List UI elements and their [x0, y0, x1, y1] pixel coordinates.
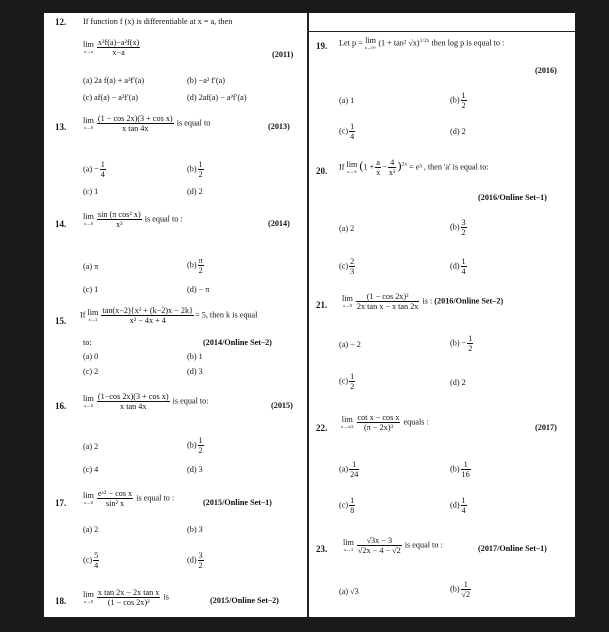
- question-number: 19.: [316, 41, 328, 51]
- question-number: 18.: [55, 596, 67, 606]
- option-b[interactable]: (b) − $\frac{1}{2}$: [450, 334, 473, 353]
- limit-expression: lim x→0 $\frac{\text{x tan 2x − 2x tan x}}{\text{(1 − cos 2x)²}}$ is: [83, 588, 169, 607]
- option-b[interactable]: (b) 1: [187, 352, 203, 361]
- limit-expression: lim x→0 $\frac{\text{sin (π cos² x)}}{\text{x²}}$ is equal to :: [83, 210, 183, 229]
- limit-expression: lim x→0 $\frac{\text{(1 − cos 2x)(3 + cos x)}}{\text{x tan 4x}}$ is equal to: [83, 114, 211, 133]
- limit-expression: Let p = lim x→0+ (1 + tan² √x)$^{1/2x}$ then log p is equal to :: [339, 36, 505, 51]
- option-c[interactable]: (c) 4: [83, 465, 99, 474]
- limit-expression: lim x→0 $\frac{\text{(1 − cos 2x)²}}{\text{2x tan x − x tan 2x}}$ is : (2016/Online Set–2): [342, 292, 504, 311]
- option-c[interactable]: (c) af(a) − a²f′(a): [83, 93, 138, 102]
- option-c[interactable]: (c) $\frac{1}{4}$: [339, 122, 355, 141]
- year-tag: (2016): [535, 66, 557, 75]
- limit-expression: lim x→0 $\frac{\text{eˣ² − cos x}}{\text{sin² x}}$ is equal to :: [83, 489, 175, 508]
- option-a[interactable]: (a) 1: [339, 96, 355, 105]
- limit-expression: lim x→3 $\frac{√3x - 3}{√2x - 4 - √2}$ is equal to :: [343, 536, 443, 555]
- option-b[interactable]: (b) $\frac{1}{16}$: [450, 460, 470, 479]
- year-tag: (2011): [272, 50, 294, 59]
- question-stem: If function f (x) is differentiable at x = a, then: [83, 17, 233, 26]
- year-tag: (2015/Online Set–1): [203, 498, 272, 507]
- option-b[interactable]: (b) $\frac{3}{2}$: [450, 218, 466, 237]
- question-number: 23.: [316, 544, 328, 554]
- option-d[interactable]: (d) 2: [187, 187, 203, 196]
- year-tag: (2014): [268, 219, 290, 228]
- year-tag: (2015): [271, 401, 293, 410]
- question-number: 15.: [55, 316, 67, 326]
- option-b[interactable]: (b) 3: [187, 525, 203, 534]
- limit-expression: lim x→π/2 $\frac{\text{cot x − cos x}}{\text{(π − 2x)³}}$ equals :: [341, 413, 429, 432]
- year-tag: (2013): [268, 122, 290, 131]
- option-a[interactable]: (a) − $\frac{1}{4}$: [83, 160, 105, 179]
- option-a[interactable]: (a) 2: [339, 224, 355, 233]
- option-a[interactable]: (a) 0: [83, 352, 99, 361]
- year-tag: (2016/Online Set–1): [478, 193, 547, 202]
- option-b[interactable]: (b) $\frac{1}{2}$: [450, 91, 466, 110]
- question-number: 17.: [55, 498, 67, 508]
- option-a[interactable]: (a) π: [83, 262, 99, 271]
- option-a[interactable]: (a) 2: [83, 525, 99, 534]
- option-c[interactable]: (c) $\frac{1}{2}$: [339, 372, 355, 391]
- question-number: 16.: [55, 401, 67, 411]
- option-d[interactable]: (d) 3: [187, 367, 203, 376]
- option-b[interactable]: (b) −a² f′(a): [187, 76, 225, 85]
- option-d[interactable]: (d) $\frac{1}{4}$: [450, 257, 466, 276]
- option-c[interactable]: (c) 1: [83, 187, 99, 196]
- top-rule: [307, 31, 575, 32]
- year-tag: (2014/Online Set–2): [203, 338, 272, 347]
- option-b[interactable]: (b) $\frac{1}{2}$: [187, 160, 203, 179]
- question-stem-tail: to:: [83, 338, 92, 347]
- question-number: 21.: [316, 300, 328, 310]
- option-a[interactable]: (a) − 2: [339, 340, 361, 349]
- question-number: 13.: [55, 122, 67, 132]
- question-number: 22.: [316, 423, 328, 433]
- option-b[interactable]: (b) $\frac{1}{2}$: [187, 436, 203, 455]
- option-c[interactable]: (c) $\frac{1}{8}$: [339, 496, 355, 515]
- option-d[interactable]: (d) 2af(a) − a²f′(a): [187, 93, 247, 102]
- option-a[interactable]: (a) 2: [83, 442, 99, 451]
- column-divider: [307, 13, 309, 617]
- option-a[interactable]: (a) $\frac{1}{24}$: [339, 460, 359, 479]
- option-d[interactable]: (d) 2: [450, 127, 466, 136]
- option-c[interactable]: (c) $\frac{2}{3}$: [339, 257, 355, 276]
- limit-expression: lim x→a $\frac{\text{x²f(a)−a²f(x)}}{x-a}$: [83, 38, 140, 57]
- year-tag: (2017/Online Set–1): [478, 544, 547, 553]
- option-c[interactable]: (c) 1: [83, 285, 99, 294]
- question-number: 20.: [316, 166, 328, 176]
- option-c[interactable]: (c) $\frac{5}{4}$: [83, 551, 99, 570]
- option-c[interactable]: (c) 2: [83, 367, 99, 376]
- option-d[interactable]: (d) 3: [187, 465, 203, 474]
- question-number: 12.: [55, 17, 67, 27]
- option-d[interactable]: (d) − π: [187, 285, 210, 294]
- year-tag: (2017): [535, 423, 557, 432]
- limit-expression: lim x→0 $\frac{\text{(1−cos 2x)(3 + cos x)}}{\text{x tan 4x}}$ is equal to:: [83, 392, 209, 411]
- option-b[interactable]: (b) $\frac{1}{√2}$: [450, 580, 471, 599]
- question-number: 14.: [55, 219, 67, 229]
- option-d[interactable]: (d) 2: [450, 378, 466, 387]
- limit-expression: If lim x→2 $\frac{\text{tan(x−2)\{x² + (k−2)x − 2k\}}}{\text{x² − 4x + 4}}$ = 5, then k is equal: [80, 306, 258, 325]
- option-a[interactable]: (a) √3: [339, 587, 359, 596]
- option-d[interactable]: (d) $\frac{1}{4}$: [450, 496, 466, 515]
- option-d[interactable]: (d) $\frac{3}{2}$: [187, 551, 203, 570]
- limit-expression: If lim x→∞ (1 + $\frac{a}{x}$ − $\frac{4}{\text{x²}}$ )$^{2x}$ = e³ , then 'a' is equal to:: [339, 158, 489, 177]
- option-a[interactable]: (a) 2a f(a) + a²f′(a): [83, 76, 145, 85]
- year-tag: (2015/Online Set–2): [210, 596, 279, 605]
- option-b[interactable]: (b) $\frac{\pi}{2}$: [187, 256, 203, 275]
